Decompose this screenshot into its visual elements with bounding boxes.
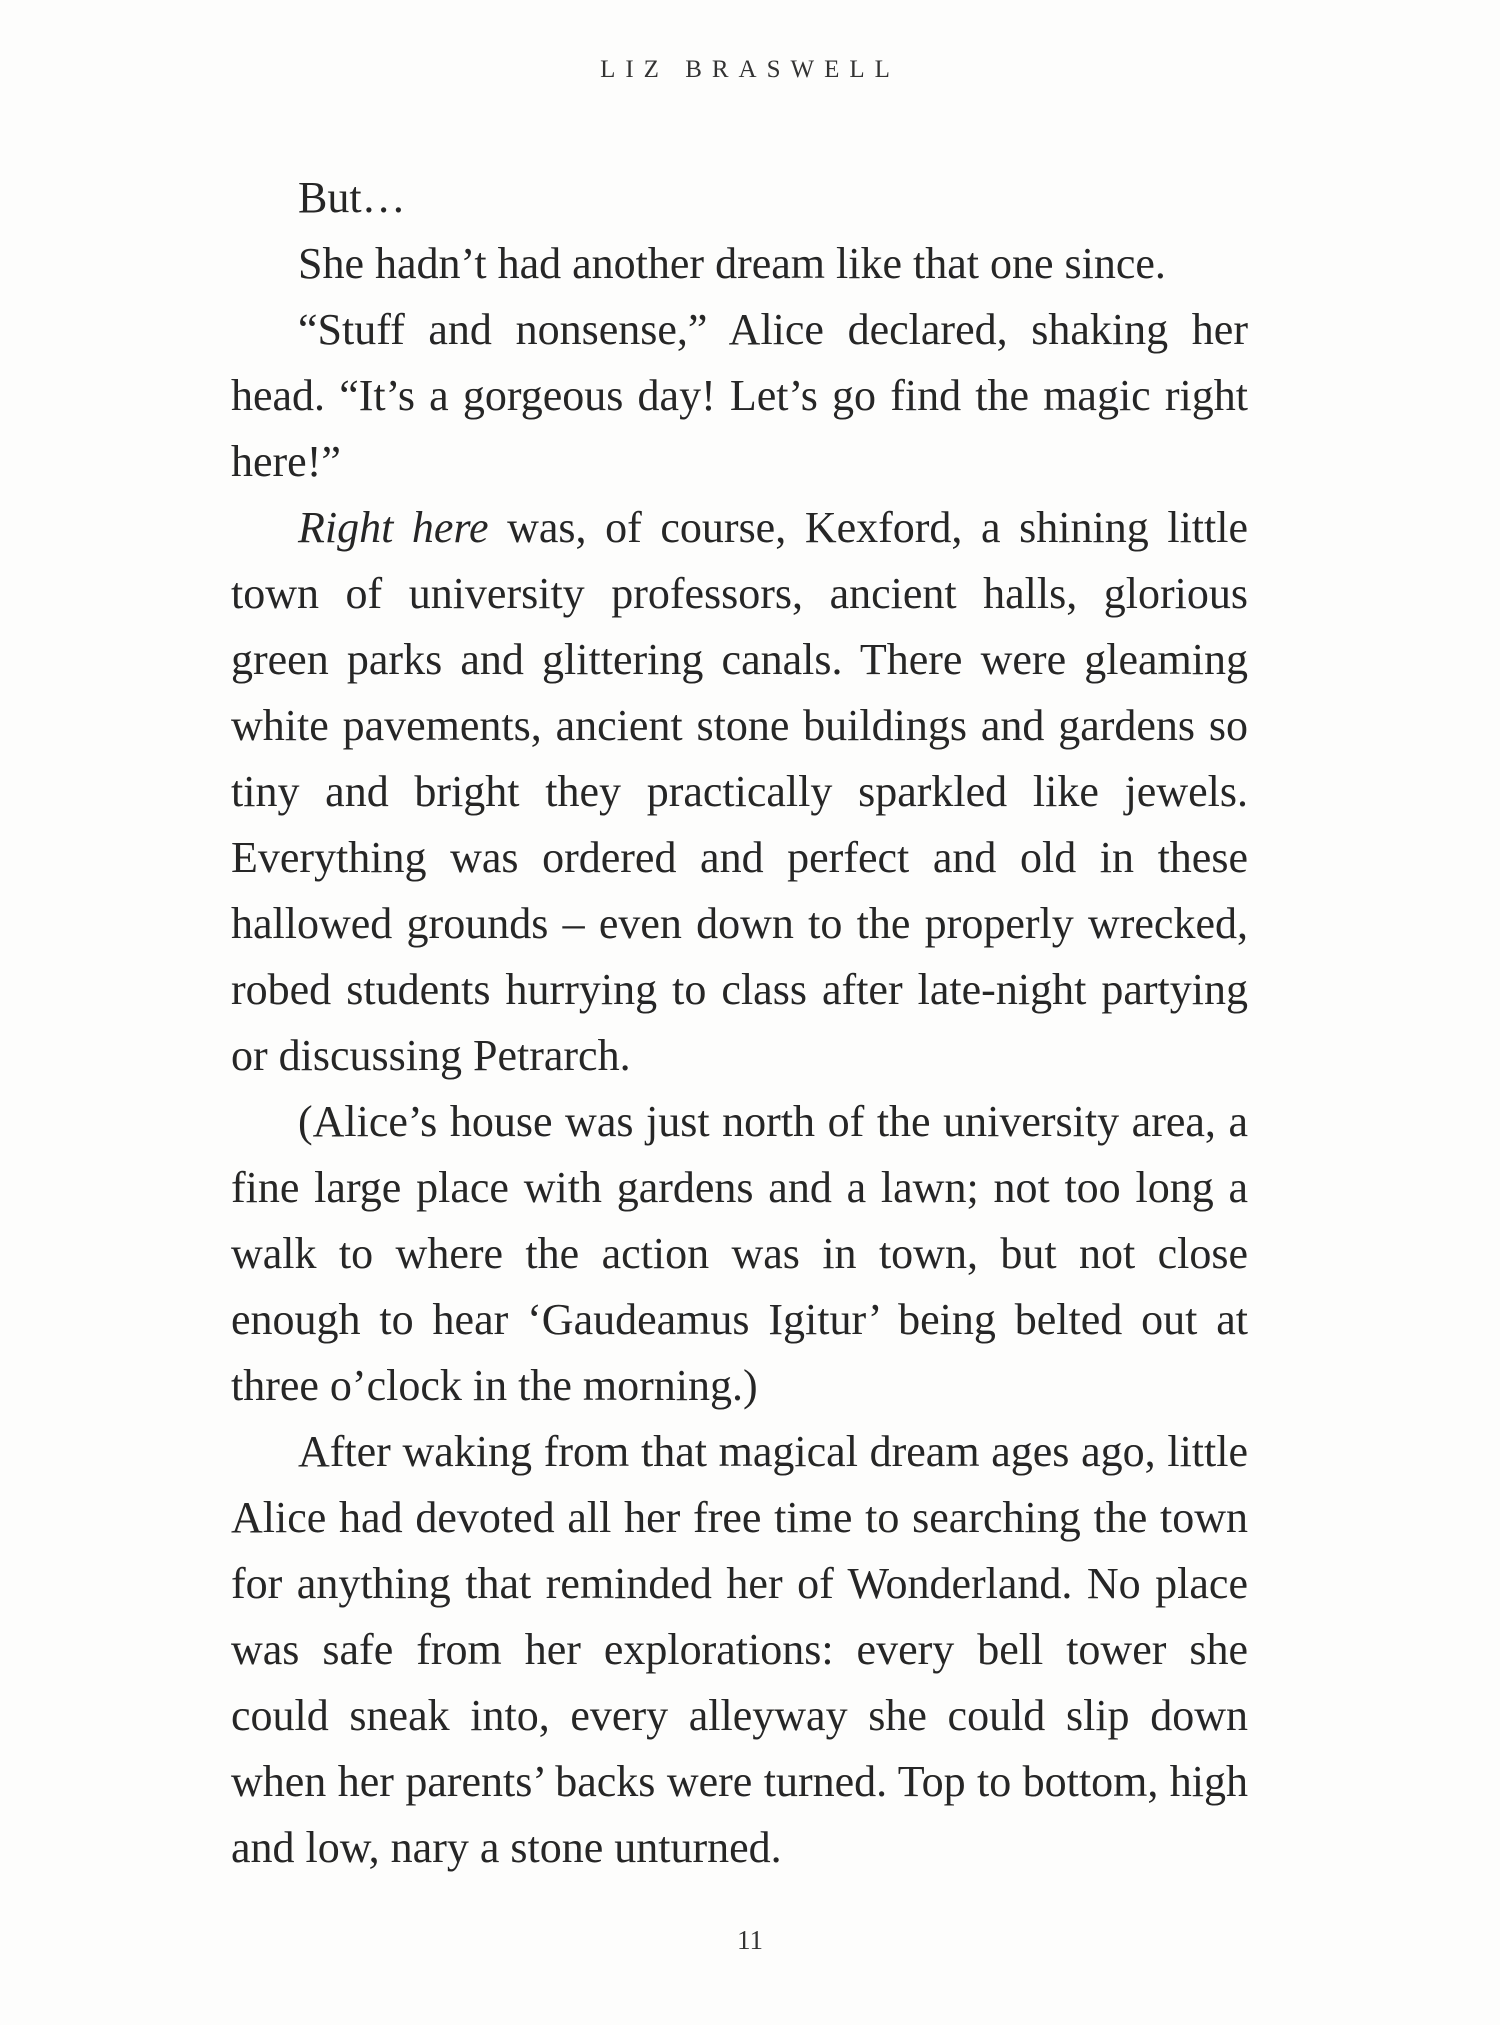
paragraph: She hadn’t had another dream like that one since. [298, 239, 1166, 288]
paragraph [231, 495, 1248, 1089]
paragraph: “Stuff and nonsense,” Alice declared, shaking her head. “It’s a gorgeous day! Let’s go find the magic right here!” [231, 305, 1248, 486]
running-head-author: LIZ BRASWELL [600, 56, 900, 83]
paragraph-text: was, of course, Kexford, a shining little town of university professors, ancient halls, glorious green parks and glittering canals. There were gleaming white pavements, ancient stone buildings and gardens so tiny and bright they practically sparkled like jewels. Everything was ordered and perfect and old in these hallowed grounds – even down to the properly wrecked, robed students hurrying to class after late-night partying or discussing Petrarch. [231, 503, 1248, 1080]
paragraph: (Alice’s house was just north of the university area, a fine large place with gardens and a lawn; not too long a walk to where the action was in town, but not close enough to hear ‘Gaudeamus Igitur’ being belted out at three o’clock in the morning.) [231, 1097, 1248, 1410]
body-text [231, 165, 1248, 1881]
paragraph: But… [298, 173, 406, 222]
italic-phrase: Right here [298, 503, 489, 552]
paragraph: After waking from that magical dream ages ago, little Alice had devoted all her free time to searching the town for anything that reminded her of Wonderland. No place was safe from her explorations: every bell tower she could sneak into, every alleyway she could slip down when her parents’ backs were turned. Top to bottom, high and low, nary a stone unturned. [231, 1427, 1248, 1872]
page-number: 11 [737, 1925, 763, 1955]
